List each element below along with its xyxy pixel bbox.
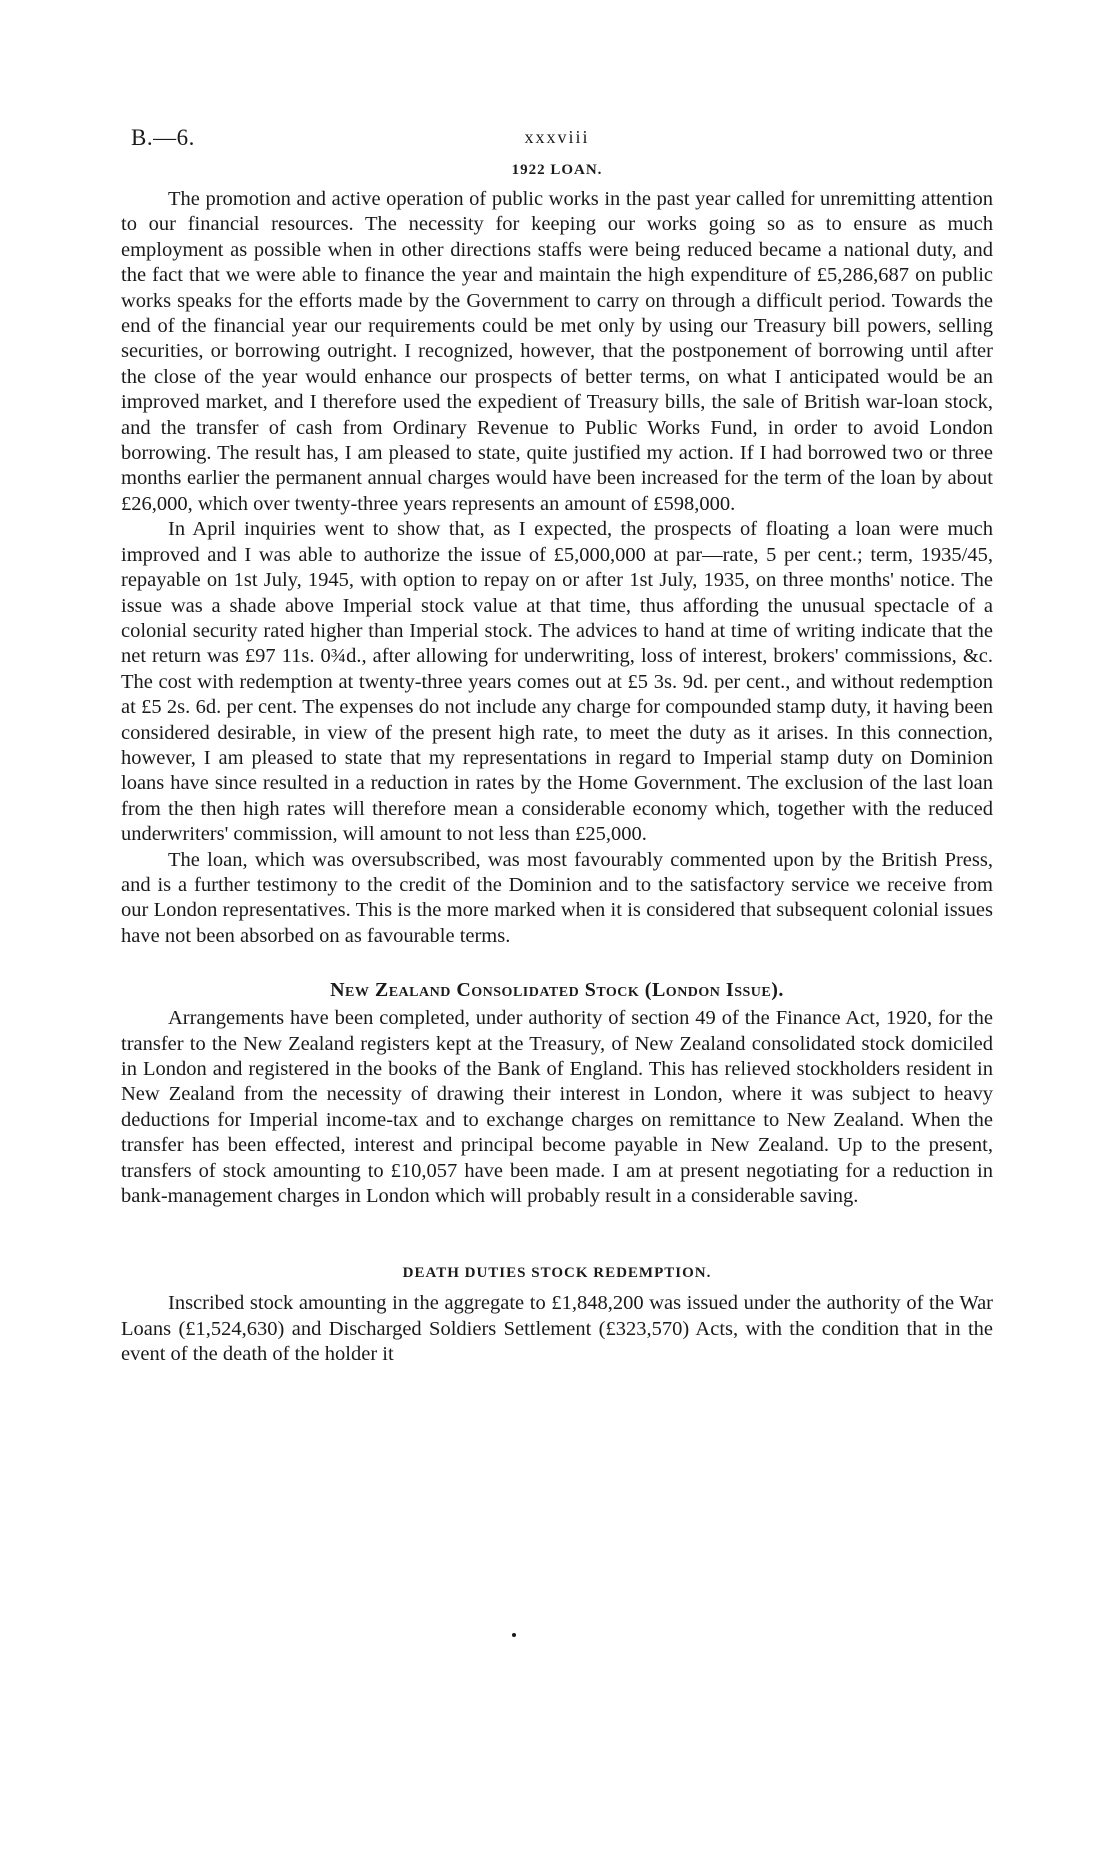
paragraph: Arrangements have been completed, under authority of section 49 of the Finance Act, 1920, for the transfer to the New Zealand registers kept at the Treasury, of New Zealand consolidated stock domiciled in London and registered in the books of the Bank of England. This has relieved stockholders resident in New Zealand from the necessity of drawing their interest in London, where it was subject to heavy deductions for Imperial income-tax and to exchange charges on remittance to New Zealand. When the transfer has been effected, interest and principal become payable in New Zealand. Up to the present, transfers of stock amounting to £10,057 have been made. I am at present negotiating for a reduction in bank-management charges in London which will probably result in a considerable saving. xyxy=(121,1007,993,1208)
section-heading-death-duties: DEATH DUTIES STOCK REDEMPTION. xyxy=(402,1265,712,1282)
page-header xyxy=(121,120,993,156)
paragraph: In April inquiries went to show that, as I expected, the prospects of floating a loan were much improved and I was able to authorize the issue of £5,000,000 at par—rate, 5 per cent.; term, 1935/45, repayable on 1st July, 1945, with option to repay on or after 1st July, 1935, on three months' notice. The issue was a shade above Imperial stock value at that time, thus affording the unusual spectacle of a colonial security rated higher than Imperial stock. The advices to hand at time of writing indicate that the net return was £97 11s. 0¾d., after allowing for underwriting, loss of interest, brokers' commissions, &c. The cost with redemption at twenty-three years comes out at £5 3s. 9d. per cent., and without redemption at £5 2s. 6d. per cent. The expenses do not include any charge for compounded stamp duty, it having been considered desirable, in view of the present high rate, to meet the duty as it arises. In this connection, however, I am pleased to state that my representations in regard to Imperial stamp duty on Dominion loans have since resulted in a reduction in rates by the Home Government. The exclusion of the last loan from the then high rates will therefore mean a considerable economy which, together with the reduced underwriters' commission, will amount to not less than £25,000. xyxy=(121,518,993,846)
section-heading-consolidated-stock: New Zealand Consolidated Stock (London Issue). xyxy=(330,979,784,1002)
stray-ink-dot xyxy=(512,1633,516,1637)
section-heading-1922-loan: 1922 LOAN. xyxy=(511,162,603,178)
page-number: xxxviii xyxy=(524,127,590,147)
document-page xyxy=(121,120,993,1368)
paragraph: Inscribed stock amounting in the aggregate to £1,848,200 was issued under the authority of the War Loans (£1,524,630) and Discharged Soldiers Settlement (£323,570) Acts, with the condition that in the event of the death of the holder it xyxy=(121,1292,993,1366)
paragraph: The loan, which was oversubscribed, was most favourably commented upon by the British Press, and is a further testimony to the credit of the Dominion and to the satisfactory service we receive from our London representatives. This is the more marked when it is considered that subsequent colonial issues have not been absorbed on as favourable terms. xyxy=(121,848,993,947)
paragraph: The promotion and active operation of public works in the past year called for unremitting attention to our financial resources. The necessity for keeping our works going so as to ensure as much employment as possible when in other directions staffs were being reduced became a national duty, and the fact that we were able to finance the year and maintain the high expenditure of £5,286,687 on public works speaks for the efforts made by the Government to carry on through a difficult period. Towards the end of the financial year our requirements could be met only by using our Treasury bill powers, selling securities, or borrowing outright. I recognized, however, that the postponement of borrowing until after the close of the year would enhance our prospects of better terms, on what I anticipated would be an improved market, and I therefore used the expedient of Treasury bills, the sale of British war-loan stock, and the transfer of cash from Ordinary Revenue to Public Works Fund, in order to avoid London borrowing. The result has, I am pleased to state, quite justified my action. If I had borrowed two or three months earlier the permanent annual charges would have been increased for the term of the loan by about £26,000, which over twenty-three years represents an amount of £598,000. xyxy=(121,188,993,515)
document-reference: B.—6. xyxy=(131,125,195,150)
